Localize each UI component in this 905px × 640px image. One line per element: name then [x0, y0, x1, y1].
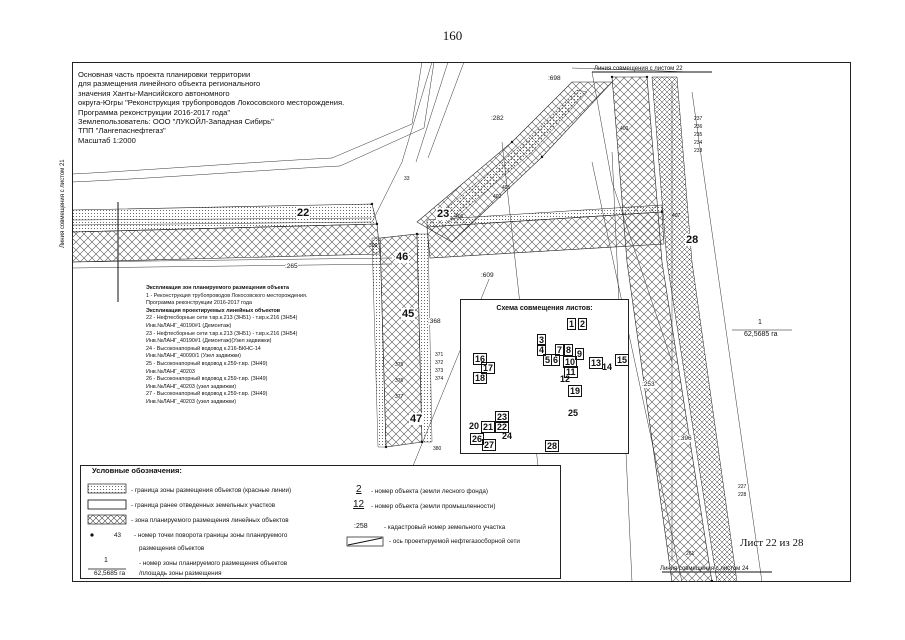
point-number: 402: [493, 194, 502, 200]
scheme-sheet-5[interactable]: 5: [545, 355, 551, 365]
explication-item: 25 - Высоконапорный водовод к.259-т.вр. (ЗН49): [146, 360, 268, 367]
scheme-sheet-11[interactable]: 11: [566, 367, 576, 377]
map-object-46[interactable]: 46: [396, 251, 409, 263]
corridor-vertical-right: [612, 77, 737, 582]
point-number: 406: [455, 214, 464, 220]
scheme-sheet-12[interactable]: 12: [560, 374, 571, 384]
legend-turn-point-number: 43: [114, 532, 122, 539]
legend-turn-point-text-2: размещения объектов: [139, 545, 205, 552]
cadastral-label: :396: [679, 435, 692, 442]
legend-cadastral-text: - кадастровый номер земельного участка: [384, 524, 506, 531]
title-line-5: Программа реконструкции 2016-2017 года": [78, 107, 231, 117]
title-line-1: Основная часть проекта планировки территории: [78, 70, 251, 79]
title-line-2: для размещения линейного объекта регионального: [78, 79, 261, 89]
point-number: 374: [435, 376, 444, 382]
explication-item: Инв.№ЛАНГ_40203 (узел задвижки): [146, 398, 237, 405]
map-object-47[interactable]: 47: [410, 413, 423, 425]
scheme-sheet-25[interactable]: 25: [568, 408, 579, 418]
scheme-sheet-24[interactable]: 24: [502, 431, 513, 441]
scheme-sheet-6[interactable]: 6: [553, 355, 559, 365]
scheme-sheet-27[interactable]: 27: [484, 440, 495, 450]
legend-linear-zone: - зона планируемого размещения линейных объектов: [131, 517, 289, 524]
explication-heading: Экспликация зон планируемого размещения объекта: [146, 285, 289, 291]
point-number: 33: [404, 176, 410, 182]
point-number: 400: [620, 126, 629, 132]
scheme-sheet-2[interactable]: 2: [580, 319, 586, 329]
point-number: 407: [672, 213, 681, 219]
explication-item: Инв.№ЛАНГ_40190#1 (Демонтаж)(Узел задвижки): [146, 338, 272, 345]
map-object-23[interactable]: 23: [437, 208, 450, 220]
scheme-sheet-8[interactable]: 8: [566, 345, 572, 355]
scheme-sheet-13[interactable]: 13: [591, 358, 602, 368]
page-number: 160: [442, 28, 463, 43]
scheme-sheet-10[interactable]: 10: [565, 357, 576, 367]
cadastral-label: :282: [491, 115, 504, 122]
explication-subheading: Экспликация проектируемых линейных объектов: [146, 307, 281, 314]
legend-red-lines: - граница зоны размещения объектов (красные линии): [131, 487, 292, 494]
explication-item: 24 - Высоконапорный водовод к.216-БКНС-14: [146, 345, 261, 352]
zone-annotation-number: 1: [758, 319, 762, 326]
cadastral-label: :698: [548, 75, 561, 82]
map-object-28[interactable]: 28: [686, 234, 699, 246]
cadastral-label: :368: [428, 318, 441, 325]
scheme-sheet-9[interactable]: 9: [577, 349, 583, 359]
explication-item: 26 - Высоконапорный водовод к.259-т.вр. (ЗН49): [146, 376, 268, 383]
legend-industry-sample: 12: [353, 499, 365, 510]
legend-cadastral-sample: :258: [354, 523, 368, 530]
seam-bottom-label: Линия совмещения с листом 24: [660, 566, 749, 572]
explication-item: 27 - Высоконапорный водовод к.259-т.вр. (ЗН49): [146, 391, 268, 398]
scheme-sheet-14[interactable]: 14: [602, 362, 613, 372]
point-number: 371: [435, 352, 444, 358]
seam-top-label: Линия совмещения с листом 22: [594, 66, 683, 72]
point-number: 237: [694, 116, 703, 122]
point-number: 380: [433, 446, 442, 452]
corridor-horizontal: [72, 204, 664, 262]
title-line-8: Масштаб 1:2000: [78, 135, 136, 145]
scheme-sheet-7[interactable]: 7: [557, 345, 563, 355]
scheme-sheet-28[interactable]: 28: [547, 441, 558, 451]
seam-left-label: Линия совмещения с листом 21: [60, 159, 66, 248]
explication-item: Инв.№ЛАНГ_40203: [146, 368, 195, 375]
title-line-6: Землепользователь: ООО "ЛУКОЙЛ-Западная Сибирь": [78, 117, 274, 127]
legend-title: Условные обозначения:: [92, 466, 182, 475]
title-line-4: округа-Югры "Реконструкция трубопроводов Локосовского месторождения.: [78, 98, 345, 108]
point-number: 228: [738, 492, 747, 498]
point-number: 236: [694, 124, 703, 130]
legend-zone-number-sample: 1: [104, 557, 108, 564]
scheme-sheet-15[interactable]: 15: [617, 355, 628, 365]
legend-industry-text: - номер объекта (земли промышленности): [371, 503, 496, 510]
legend-turn-point-text: - номер точки поворота границы зоны планируемого: [134, 532, 288, 539]
scheme-sheet-26[interactable]: 26: [472, 434, 483, 444]
scheme-sheet-22[interactable]: 22: [497, 422, 508, 432]
point-number: 235: [694, 132, 703, 138]
point-number: 401: [502, 185, 511, 191]
explication-item: Программа реконструкции 2016-2017 года: [146, 300, 253, 307]
point-number: 233: [694, 148, 703, 154]
point-number: 373: [435, 368, 444, 374]
scheme-sheet-1[interactable]: 1: [569, 319, 575, 329]
scheme-sheet-21[interactable]: 21: [483, 422, 494, 432]
cadastral-label: :265: [285, 263, 298, 270]
cadastral-label: :253: [642, 381, 655, 388]
point-number: 396: [369, 243, 378, 249]
legend-forest-sample: 2: [356, 484, 362, 495]
scheme-sheet-16[interactable]: 16: [475, 354, 486, 364]
scheme-sheet-18[interactable]: 18: [475, 373, 486, 383]
point-number: 227: [738, 484, 747, 490]
explication-block: [146, 285, 371, 407]
scheme-sheet-17[interactable]: 17: [483, 363, 494, 373]
explication-item: 22 - Нефтесборные сети т.вр.к.213 (ЗН51) - т.вр.к.216 (ЗН54): [146, 315, 298, 322]
legend-zone-text: - номер зоны планируемого размещения объектов: [139, 560, 288, 567]
legend-zone-area-sample: 62,5685 га: [94, 570, 126, 577]
scheme-sheet-23[interactable]: 23: [497, 412, 508, 422]
title-block: [78, 70, 378, 145]
legend-axis-swatch: [346, 535, 386, 549]
explication-item: Инв.№ЛАНГ_40090/1 (Узел задвижки): [146, 353, 241, 360]
map-object-22[interactable]: 22: [297, 207, 310, 219]
explication-item: 1 - Реконструкция трубопроводов Локосовского месторождения.: [146, 292, 308, 299]
point-number: 234: [694, 140, 703, 146]
point-number: 261: [686, 551, 695, 557]
explication-item: Инв.№ЛАНГ_40190#1 (Демонтаж): [146, 322, 232, 329]
point-number: 372: [435, 360, 444, 366]
sheet-label: Лист 22 из 28: [740, 537, 804, 549]
title-line-7: ТПП "Лангепаснефтегаз": [78, 126, 166, 136]
legend-zone-text-2: /площадь зоны размещения: [139, 570, 222, 577]
point-number: 375: [395, 362, 404, 368]
explication-item: Инв.№ЛАНГ_40203 (узел задвижки): [146, 383, 237, 390]
zone-annotation-area: 62,5685 га: [744, 331, 778, 338]
title-line-3: значения Ханты-Мансийского автономного: [78, 88, 230, 98]
cadastral-label: :609: [481, 272, 494, 279]
scheme-sheet-4[interactable]: 4: [539, 345, 545, 355]
legend-forest-text: - номер объекта (земли лесного фонда): [371, 488, 488, 495]
point-number: 377: [395, 394, 404, 400]
legend-axis-text: - ось проектируемой нефтегазосборной сети: [389, 538, 520, 545]
point-number: 376: [395, 378, 404, 384]
explication-item: 23 - Нефтесборные сети т.вр.к.213 (ЗН51) - т.вр.к.216 (ЗН54): [146, 330, 298, 337]
scheme-sheet-20[interactable]: 20: [469, 421, 480, 431]
sheet-scheme-title: Схема совмещения листов:: [496, 305, 593, 312]
scheme-sheet-19[interactable]: 19: [570, 386, 581, 396]
legend-allotted-plots: - граница ранее отведенных земельных участков: [131, 502, 276, 509]
scheme-sheet-3[interactable]: 3: [539, 335, 545, 345]
map-object-45[interactable]: 45: [402, 308, 415, 320]
